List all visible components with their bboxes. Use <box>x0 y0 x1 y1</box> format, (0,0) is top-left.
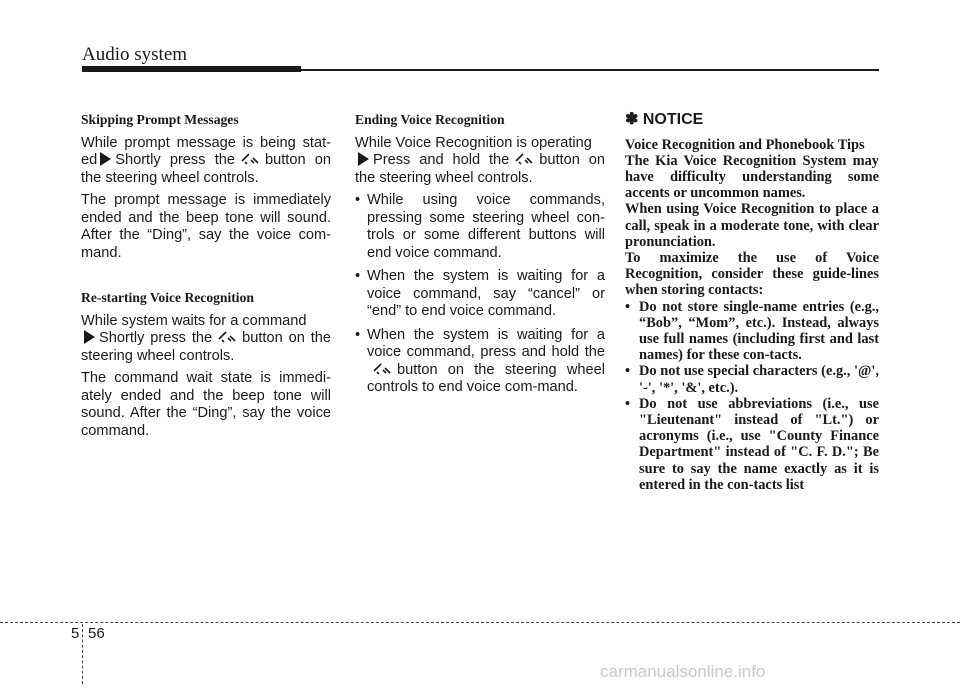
paragraph: The prompt message is immediately ended and the beep tone will sound. After the “Ding”, say the voice com-mand. <box>81 192 331 261</box>
notice-list-item: • Do not store single-name entries (e.g., “Bob”, “Mom”, etc.). Instead, always use full names (including first and last names) for these con-tacts. <box>625 299 879 364</box>
right-triangle-icon <box>100 152 111 166</box>
list-item: • When the system is waiting for a voice command, say “cancel” or “end” to end voice command. <box>355 268 605 321</box>
voice-button-icon <box>371 362 393 375</box>
page-header-title: Audio system <box>82 44 188 65</box>
right-triangle-icon <box>84 330 95 344</box>
notice-paragraph: The Kia Voice Recognition System may have difficulty understanding some accents or uncommon names. <box>625 152 879 202</box>
paragraph: While Voice Recognition is operating Press and hold the button on the steering wheel controls. <box>355 134 605 186</box>
watermark: carmanualsonline.info <box>600 662 766 681</box>
voice-button-icon <box>216 330 238 343</box>
column-1 <box>81 111 331 445</box>
heading-skipping-prompt: Skipping Prompt Messages <box>81 112 239 127</box>
notice-body <box>625 137 879 493</box>
page-number: 56 <box>88 625 105 642</box>
voice-button-icon <box>239 152 261 165</box>
notice-list-item: • Do not use special characters (e.g., '@', '-', '*', '&', etc.). <box>625 363 879 395</box>
list-item: • While using voice commands, pressing some steering wheel con-trols or some different buttons will end voice command. <box>355 192 605 262</box>
header-rule-thin <box>301 69 879 71</box>
right-triangle-icon <box>358 152 369 166</box>
notice-paragraph: Voice Recognition and Phonebook Tips <box>625 136 865 153</box>
column-2 <box>355 111 605 403</box>
footer-divider-horizontal <box>0 622 960 623</box>
heading-ending-voice: Ending Voice Recognition <box>355 112 505 127</box>
notice-title: ✽ NOTICE <box>625 111 704 128</box>
notice-symbol-icon: ✽ <box>625 111 639 128</box>
notice-paragraph: To maximize the use of Voice Recognition, consider these guide-lines when storing contacts: <box>625 249 879 299</box>
heading-restarting-voice: Re-starting Voice Recognition <box>81 290 254 305</box>
header-rule-thick <box>82 66 301 72</box>
paragraph: The command wait state is immedi-ately ended and the beep tone will sound. After the “Ding”, say the voice command. <box>81 370 331 439</box>
notice-paragraph: When using Voice Recognition to place a call, speak in a moderate tone, with clear pronunciation. <box>625 201 879 250</box>
voice-button-icon <box>513 152 535 165</box>
list-item: • When the system is waiting for a voice command, press and hold thebutton on the steering wheel controls to end voice com-mand. <box>355 327 605 397</box>
paragraph: While prompt message is being stat-ed Shortly press the button on the steering wheel controls. <box>81 134 331 186</box>
notice-list-item: • Do not use abbreviations (i.e., use "Lieutenant" instead of "Lt.") or acronyms (i.e., use "County Finance Department" instead of "C. F. D."; Be sure to say the name exactly as it is entered in the con-tacts list <box>625 396 879 493</box>
notice-box <box>625 111 879 493</box>
footer-divider-vertical <box>82 624 83 684</box>
paragraph: While system waits for a command Shortly press the button on the steering wheel controls. <box>81 312 331 364</box>
section-number: 5 <box>71 625 80 642</box>
